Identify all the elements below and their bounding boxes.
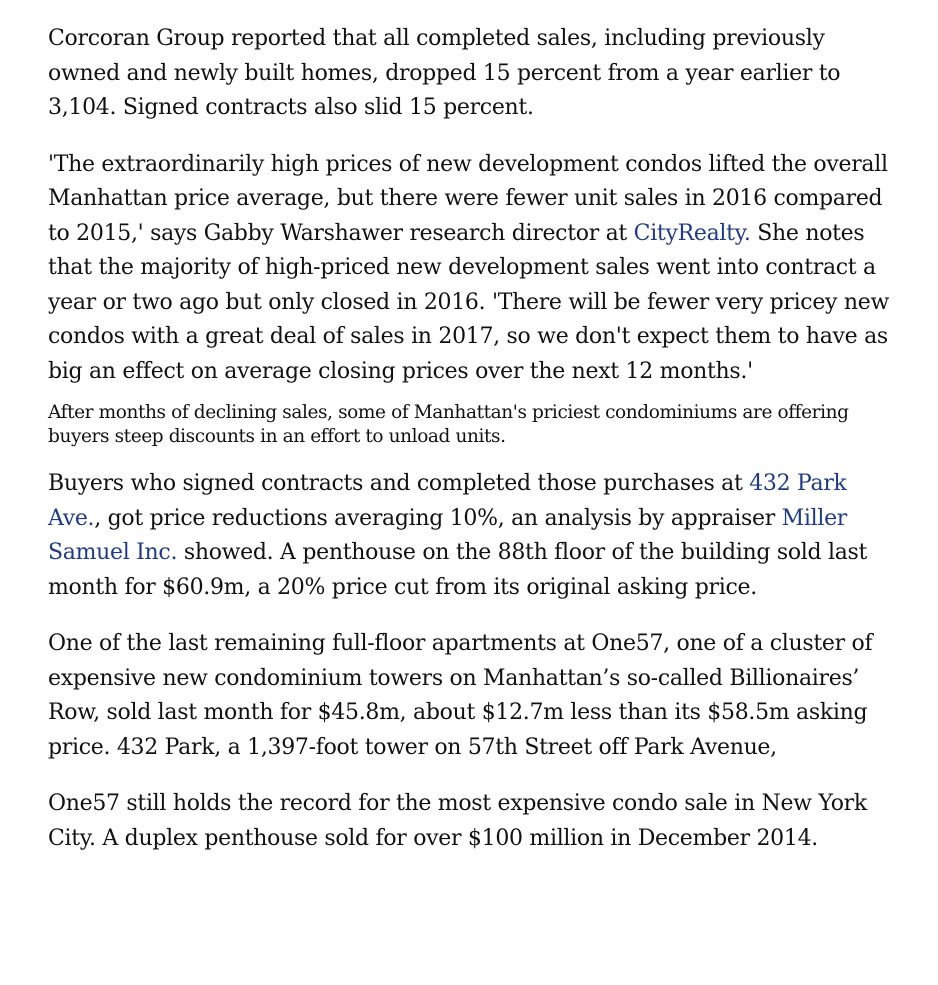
paragraph-one57-record: One57 still holds the record for the most expensive condo sale in New York City. A duplex penthouse sold for over $100 million in December 2014. (48, 791, 867, 851)
cityrealty-link[interactable]: CityRealty. (633, 220, 751, 246)
paragraph-corcoran-sales: Corcoran Group reported that all completed sales, including previously owned and newly built homes, dropped 15 percent from a year earlier to 3,104. Signed contracts also slid 15 percent. (48, 26, 841, 120)
text-after-miller-samuel-link: showed. A penthouse on the 88th floor of the building sold last month for $60.9m, a 20% price cut from its original asking price. (48, 540, 868, 600)
article-body (48, 22, 898, 856)
quote-text-after-link: She notes that the majority of high-priced new development sales went into contract a year or two ago but only closed in 2016. 'There will be fewer very pricey new condos with a great deal of sales in 2017, so we don't expect them to have as big an effect on average closing prices over the next 12 months.' (48, 220, 889, 384)
quote-text-before-link: 'The extraordinarily high prices of new development condos lifted the overall Manhattan price average, but there were fewer unit sales in 2016 compared to 2015,' says Gabby Warshawer research director at (48, 151, 888, 246)
paragraph-one57-apartment: One of the last remaining full-floor apartments at One57, one of a cluster of expensive new condominium towers on Manhattan’s so-called Billionaires’ Row, sold last month for $45.8m, about $12.7m less than its $58.5m asking price. 432 Park, a 1,397-foot tower on 57th Street off Park Avenue, (48, 631, 873, 760)
image-caption: After months of declining sales, some of Manhattan's priciest condominiums are offering buyers steep discounts in an effort to unload units. (48, 402, 849, 447)
432-park-ave-link[interactable]: 432 Park Ave. (48, 471, 847, 531)
text-between-links: , got price reductions averaging 10%, an analysis by appraiser (94, 505, 782, 531)
miller-samuel-link[interactable]: Miller Samuel Inc. (48, 505, 848, 565)
text-before-432-park-link: Buyers who signed contracts and completed those purchases at (48, 471, 750, 496)
paragraph-432-park-discounts (48, 467, 898, 605)
paragraph-warshawer-quote (48, 148, 898, 390)
